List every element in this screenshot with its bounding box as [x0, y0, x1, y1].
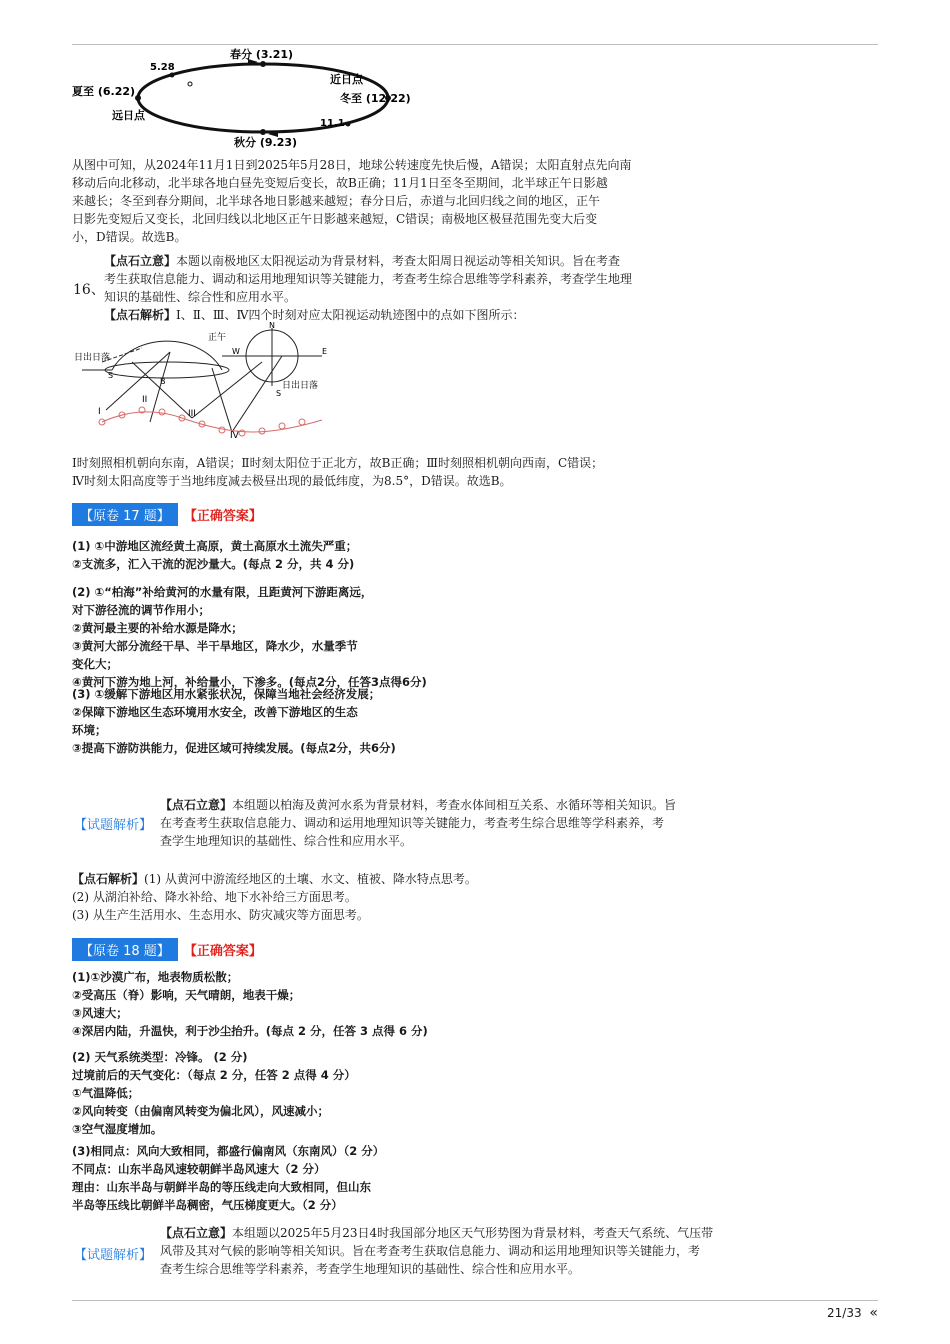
label-autumn: 秋分 (9.23) [234, 136, 298, 149]
diagram-w: W [232, 347, 240, 356]
q17-tag: 【原卷 17 题】 【正确答案】 [72, 503, 262, 525]
q18-tag: 【原卷 18 题】 【正确答案】 [72, 938, 262, 960]
bottom-rule [72, 1300, 878, 1301]
page-footer [827, 1305, 878, 1321]
diagram-noon: 正午 [208, 333, 227, 343]
top-rule [72, 44, 878, 45]
diagram-s2: S [276, 389, 282, 398]
q17-intent: 【点石立意】本组题以柏海及黄河水系为背景材料，考查水体间相互关系、水循环等相关知识。旨 在考查考生获取信息能力、调动和运用地理知识等关键能力，考查考生综合思维等学科素养，考 查学生地理知识的基础性、综合性和应用水平。 [160, 798, 677, 848]
prev-page-icon[interactable]: « [869, 1305, 878, 1321]
label-winter: 冬至 (12.22) [340, 92, 411, 105]
q15-explanation: 从图中可知，从2024年11月1日到2025年5月28日，地球公转速度先快后慢，A错误；太阳直射点先向南 移动后向北移动，北半球各地白昼先变短后变长，故B正确；11月1日至冬至期间，北半球正午日影越 来越长；冬至到春分期间，北半球各地日影越来越短；春分日后，赤道与北回归线之间的地区，正午 日影先变短后又变长，北回归线以北地区正午日影越来越短，C错误；南极地区极昼范围先变大后变 小，D错误。故选B。 [72, 158, 632, 244]
diagram-iii: III [188, 409, 196, 419]
label-perihelion: 近日点 [330, 73, 363, 86]
q16-answer: Ⅰ时刻照相机朝向东南，A错误；Ⅱ时刻太阳位于正北方，故B正确；Ⅲ时刻照相机朝向西南，C错误； Ⅳ时刻太阳高度等于当地纬度减去极昼出现的最低纬度，为8.5°，D错误。故选B。 [72, 456, 604, 488]
q18-part2: (2) 天气系统类型：冷锋。 (2 分) 过境前后的天气变化：（每点 2 分，任答 2 点得 4 分） ①气温降低； ②风向转变（由偏南风转变为偏北风），风速减小； ③空气湿度增加。 [72, 1050, 356, 1136]
label-spring: 春分 (3.21) [230, 48, 294, 61]
q17-analysis: 【点石解析】(1) 从黄河中游流经地区的土壤、水文、植被、降水特点思考。 (2) 从湖泊补给、降水补给、地下水补给三方面思考。 (3) 从生产生活用水、生态用水、防灾减灾等方面思考。 [72, 872, 477, 922]
diagram-e: E [322, 347, 328, 356]
q17-part1: (1) ①中游地区流经黄土高原，黄土高原水土流失严重； ②支流多，汇入干流的泥沙量大。(每点 2 分，共 4 分) [72, 539, 358, 571]
earth-orbit-diagram [72, 46, 432, 150]
q17-part3: (3) ①缓解下游地区用水紧张状况，保障当地社会经济发展； ②保障下游地区生态环境用水安全，改善下游地区的生态 环境； ③提高下游防洪能力，促进区域可持续发展。(每点2分，共6分) [72, 687, 396, 755]
label-528: 5.28 [150, 62, 175, 73]
diagram-n: N [269, 322, 275, 330]
diagram-ii: II [142, 395, 148, 405]
q18-analysis-side-label: 【试题解析】 [74, 1248, 153, 1263]
diagram-b: B [160, 377, 166, 386]
q16-intent: 【点石立意】本题以南极地区太阳视运动为背景材料，考查太阳周日视运动等相关知识。旨在考查 考生获取信息能力、调动和运用地理知识等关键能力，考查考生综合思维等学科素养，考查学生地理 知识的基础性、综合性和应用水平。 【点石解析】Ⅰ、Ⅱ、Ⅲ、Ⅳ四个时刻对应太阳视运动轨迹图中的点如下图所示： [104, 254, 633, 322]
q18-part3: (3)相同点：风向大致相同，都盛行偏南风（东南风）（2 分） 不同点：山东半岛风速较朝鲜半岛风速大（2 分） 理由：山东半岛与朝鲜半岛的等压线走向大致相同，但山东 半岛等压线比朝鲜半岛稠密，气压梯度更大。（2 分） [72, 1144, 385, 1212]
label-111: 11.1 [320, 118, 345, 129]
diagram-sunrise2: 日出日落 [282, 381, 319, 391]
q18-intent: 【点石立意】本组题以2025年5月23日4时我国部分地区天气形势图为背景材料，考查天气系统、气压带 风带及其对气候的影响等相关知识。旨在考查考生获取信息能力、调动和运用地理知识等关键能力，考 查考生综合思维等学科素养，考查学生地理知识的基础性、综合性和应用水平。 [160, 1226, 714, 1276]
label-summer: 夏至 (6.22) [72, 85, 136, 98]
q18-part1: (1)①沙漠广布，地表物质松散； ②受高压（脊）影响，天气晴朗，地表干燥； ③风速大； ④深居内陆，升温快，利于沙尘抬升。(每点 2 分，任答 3 点得 6 分) [72, 970, 428, 1038]
diagram-s: S [108, 371, 114, 380]
q17-analysis-side-label: 【试题解析】 [74, 818, 153, 833]
q17-part2: (2) ①“柏海”补给黄河的水量有限，且距黄河下游距离远， 对下游径流的调节作用小； ②黄河最主要的补给水源是降水； ③黄河大部分流经干旱、半干旱地区，降水少，水量季节 变化大； ④黄河下游为地上河，补给量小，下渗多。(每点2分，任答3点得6分) [72, 585, 427, 689]
question-number-16: 16、 [73, 282, 105, 298]
sun-path-diagram [72, 322, 342, 446]
label-aphelion: 远日点 [112, 109, 145, 122]
diagram-iv: IV [230, 431, 239, 441]
diagram-sunrise: 日出日落 [74, 353, 111, 363]
sun-dot [188, 82, 192, 86]
page-number: 21/33 [827, 1306, 862, 1320]
diagram-i: I [98, 407, 101, 417]
